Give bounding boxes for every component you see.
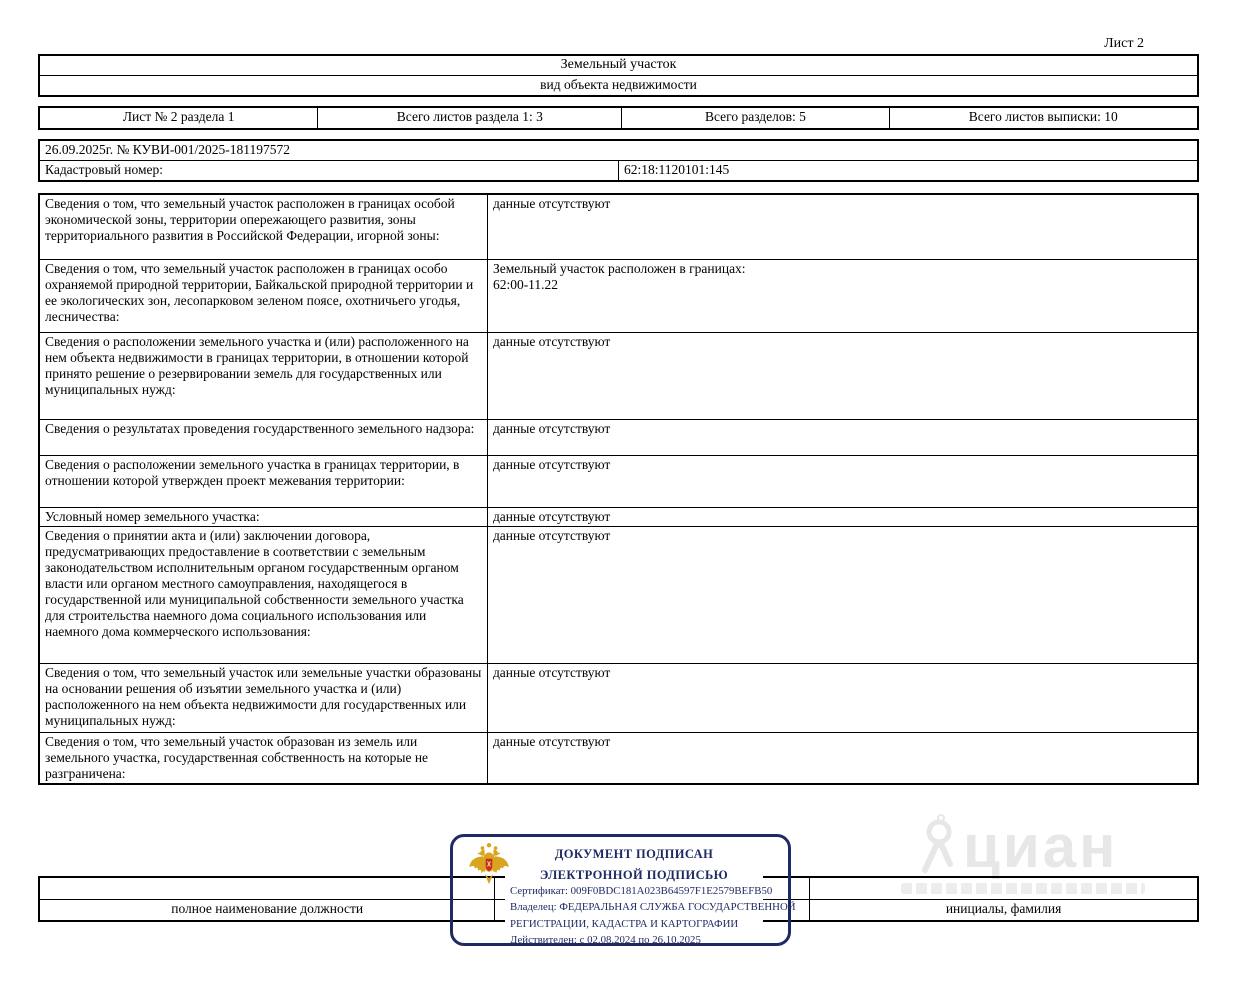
- table-row: [39, 526, 1198, 663]
- digital-signature-stamp: [450, 834, 796, 946]
- row-label: Сведения о том, что земельный участок образован из земель или земельного участка, государственная собственность на которые не разграничена:: [39, 732, 487, 784]
- document-date-number: 26.09.2025г. № КУВИ-001/2025-181197572: [39, 140, 1198, 161]
- object-type-table: [38, 54, 1199, 97]
- name-caption: инициалы, фамилия: [810, 900, 1198, 922]
- table-row: [39, 332, 1198, 419]
- sheet-info-section-sheets: Всего листов раздела 1: 3: [318, 107, 622, 129]
- table-row: [39, 259, 1198, 332]
- land-plot-details-table: [38, 193, 1199, 785]
- sheet-info-row: [39, 107, 1198, 129]
- row-value: данные отсутствуют: [487, 332, 1198, 419]
- stamp-certificate: Сертификат: 009F0BDC181A023B64597F1E2579BEFB50: [510, 885, 773, 897]
- row-value: данные отсутствуют: [487, 507, 1198, 526]
- sheet-info-sheet: Лист № 2 раздела 1: [39, 107, 318, 129]
- stamp-title-line2: ЭЛЕКТРОННОЙ ПОДПИСЬЮ: [539, 868, 729, 882]
- row-label: Сведения о принятии акта и (или) заключении договора, предусматривающих предоставление в соответствии с земельным законодательством исполнительным органом государственным органом власти или органом местного самоуправления, находящегося в государственной или муниципальной собственности земельного участка для строительства наемного дома социального использования или наемного дома коммерческого использования:: [39, 526, 487, 663]
- cadastral-number-row: [39, 161, 1198, 182]
- document-number-table: [38, 139, 1199, 182]
- row-label: Сведения о том, что земельный участок расположен в границах особой экономической зоны, территории опережающего развития, зоны территориального развития в Российской Федерации, игорной зоны:: [39, 194, 487, 259]
- row-value: данные отсутствуют: [487, 194, 1198, 259]
- stamp-title-line1: ДОКУМЕНТ ПОДПИСАН: [554, 847, 714, 861]
- main-table-body: [39, 194, 1198, 784]
- object-type-value: Земельный участок: [39, 55, 1198, 76]
- row-label: Сведения о результатах проведения государственного земельного надзора:: [39, 419, 487, 455]
- table-row: [39, 419, 1198, 455]
- row-label: Сведения о расположении земельного участка в границах территории, в отношении которой утвержден проект межевания территории:: [39, 455, 487, 507]
- stamp-details: [510, 883, 796, 948]
- table-row: [39, 455, 1198, 507]
- russia-coat-of-arms-icon: [467, 841, 511, 894]
- row-value: данные отсутствуют: [487, 732, 1198, 784]
- sheet-info-table: [38, 106, 1199, 130]
- row-label: Условный номер земельного участка:: [39, 507, 487, 526]
- cian-pin-icon: [917, 812, 961, 879]
- signature-name-cell: [810, 877, 1198, 900]
- document-date-number-row: [39, 140, 1198, 161]
- stamp-owner-line2: РЕГИСТРАЦИИ, КАДАСТРА И КАРТОГРАФИИ: [510, 917, 739, 930]
- row-value: данные отсутствуют: [487, 663, 1198, 732]
- table-row: [39, 507, 1198, 526]
- table-row: [39, 194, 1198, 259]
- stamp-title: [508, 844, 760, 886]
- row-value: данные отсутствуют: [487, 419, 1198, 455]
- cadastral-number-value: 62:18:1120101:145: [619, 161, 1199, 182]
- sheet-info-sections: Всего разделов: 5: [622, 107, 889, 129]
- row-value: данные отсутствуют: [487, 526, 1198, 663]
- cadastral-number-label: Кадастровый номер:: [39, 161, 619, 182]
- object-type-caption: вид объекта недвижимости: [39, 76, 1198, 97]
- row-label: Сведения о том, что земельный участок расположен в границах особо охраняемой природной территории, Байкальской природной территории и ее экологических зон, лесопарковом зеленом поясе, охотничьего угодья, лесничества:: [39, 259, 487, 332]
- object-type-caption-row: [39, 76, 1198, 97]
- row-value: Земельный участок расположен в границах: 62:00-11.22: [487, 259, 1198, 332]
- table-row: [39, 663, 1198, 732]
- row-label: Сведения о расположении земельного участка и (или) расположенного на нем объекта недвижимости в границах территории, в отношении которой принято решение о резервировании земель для государственных или муниципальных нужд:: [39, 332, 487, 419]
- cian-watermark-text: циан: [963, 813, 1119, 880]
- sheet-info-total-sheets: Всего листов выписки: 10: [889, 107, 1198, 129]
- stamp-owner-line1: Владелец: ФЕДЕРАЛЬНАЯ СЛУЖБА ГОСУДАРСТВЕННОЙ: [510, 901, 796, 914]
- row-label: Сведения о том, что земельный участок или земельные участки образованы на основании решения об изъятии земельного участка и (или) расположенного на нем объекта недвижимости для государственных или муниципальных нужд:: [39, 663, 487, 732]
- position-caption: полное наименование должности: [39, 900, 495, 922]
- sheet-number-label: Лист 2: [1104, 36, 1144, 51]
- stamp-validity: Действителен: с 02.08.2024 по 26.10.2025: [510, 933, 701, 946]
- signature-position-cell: [39, 877, 495, 900]
- row-value: данные отсутствуют: [487, 455, 1198, 507]
- table-row: [39, 732, 1198, 784]
- object-type-row: [39, 55, 1198, 76]
